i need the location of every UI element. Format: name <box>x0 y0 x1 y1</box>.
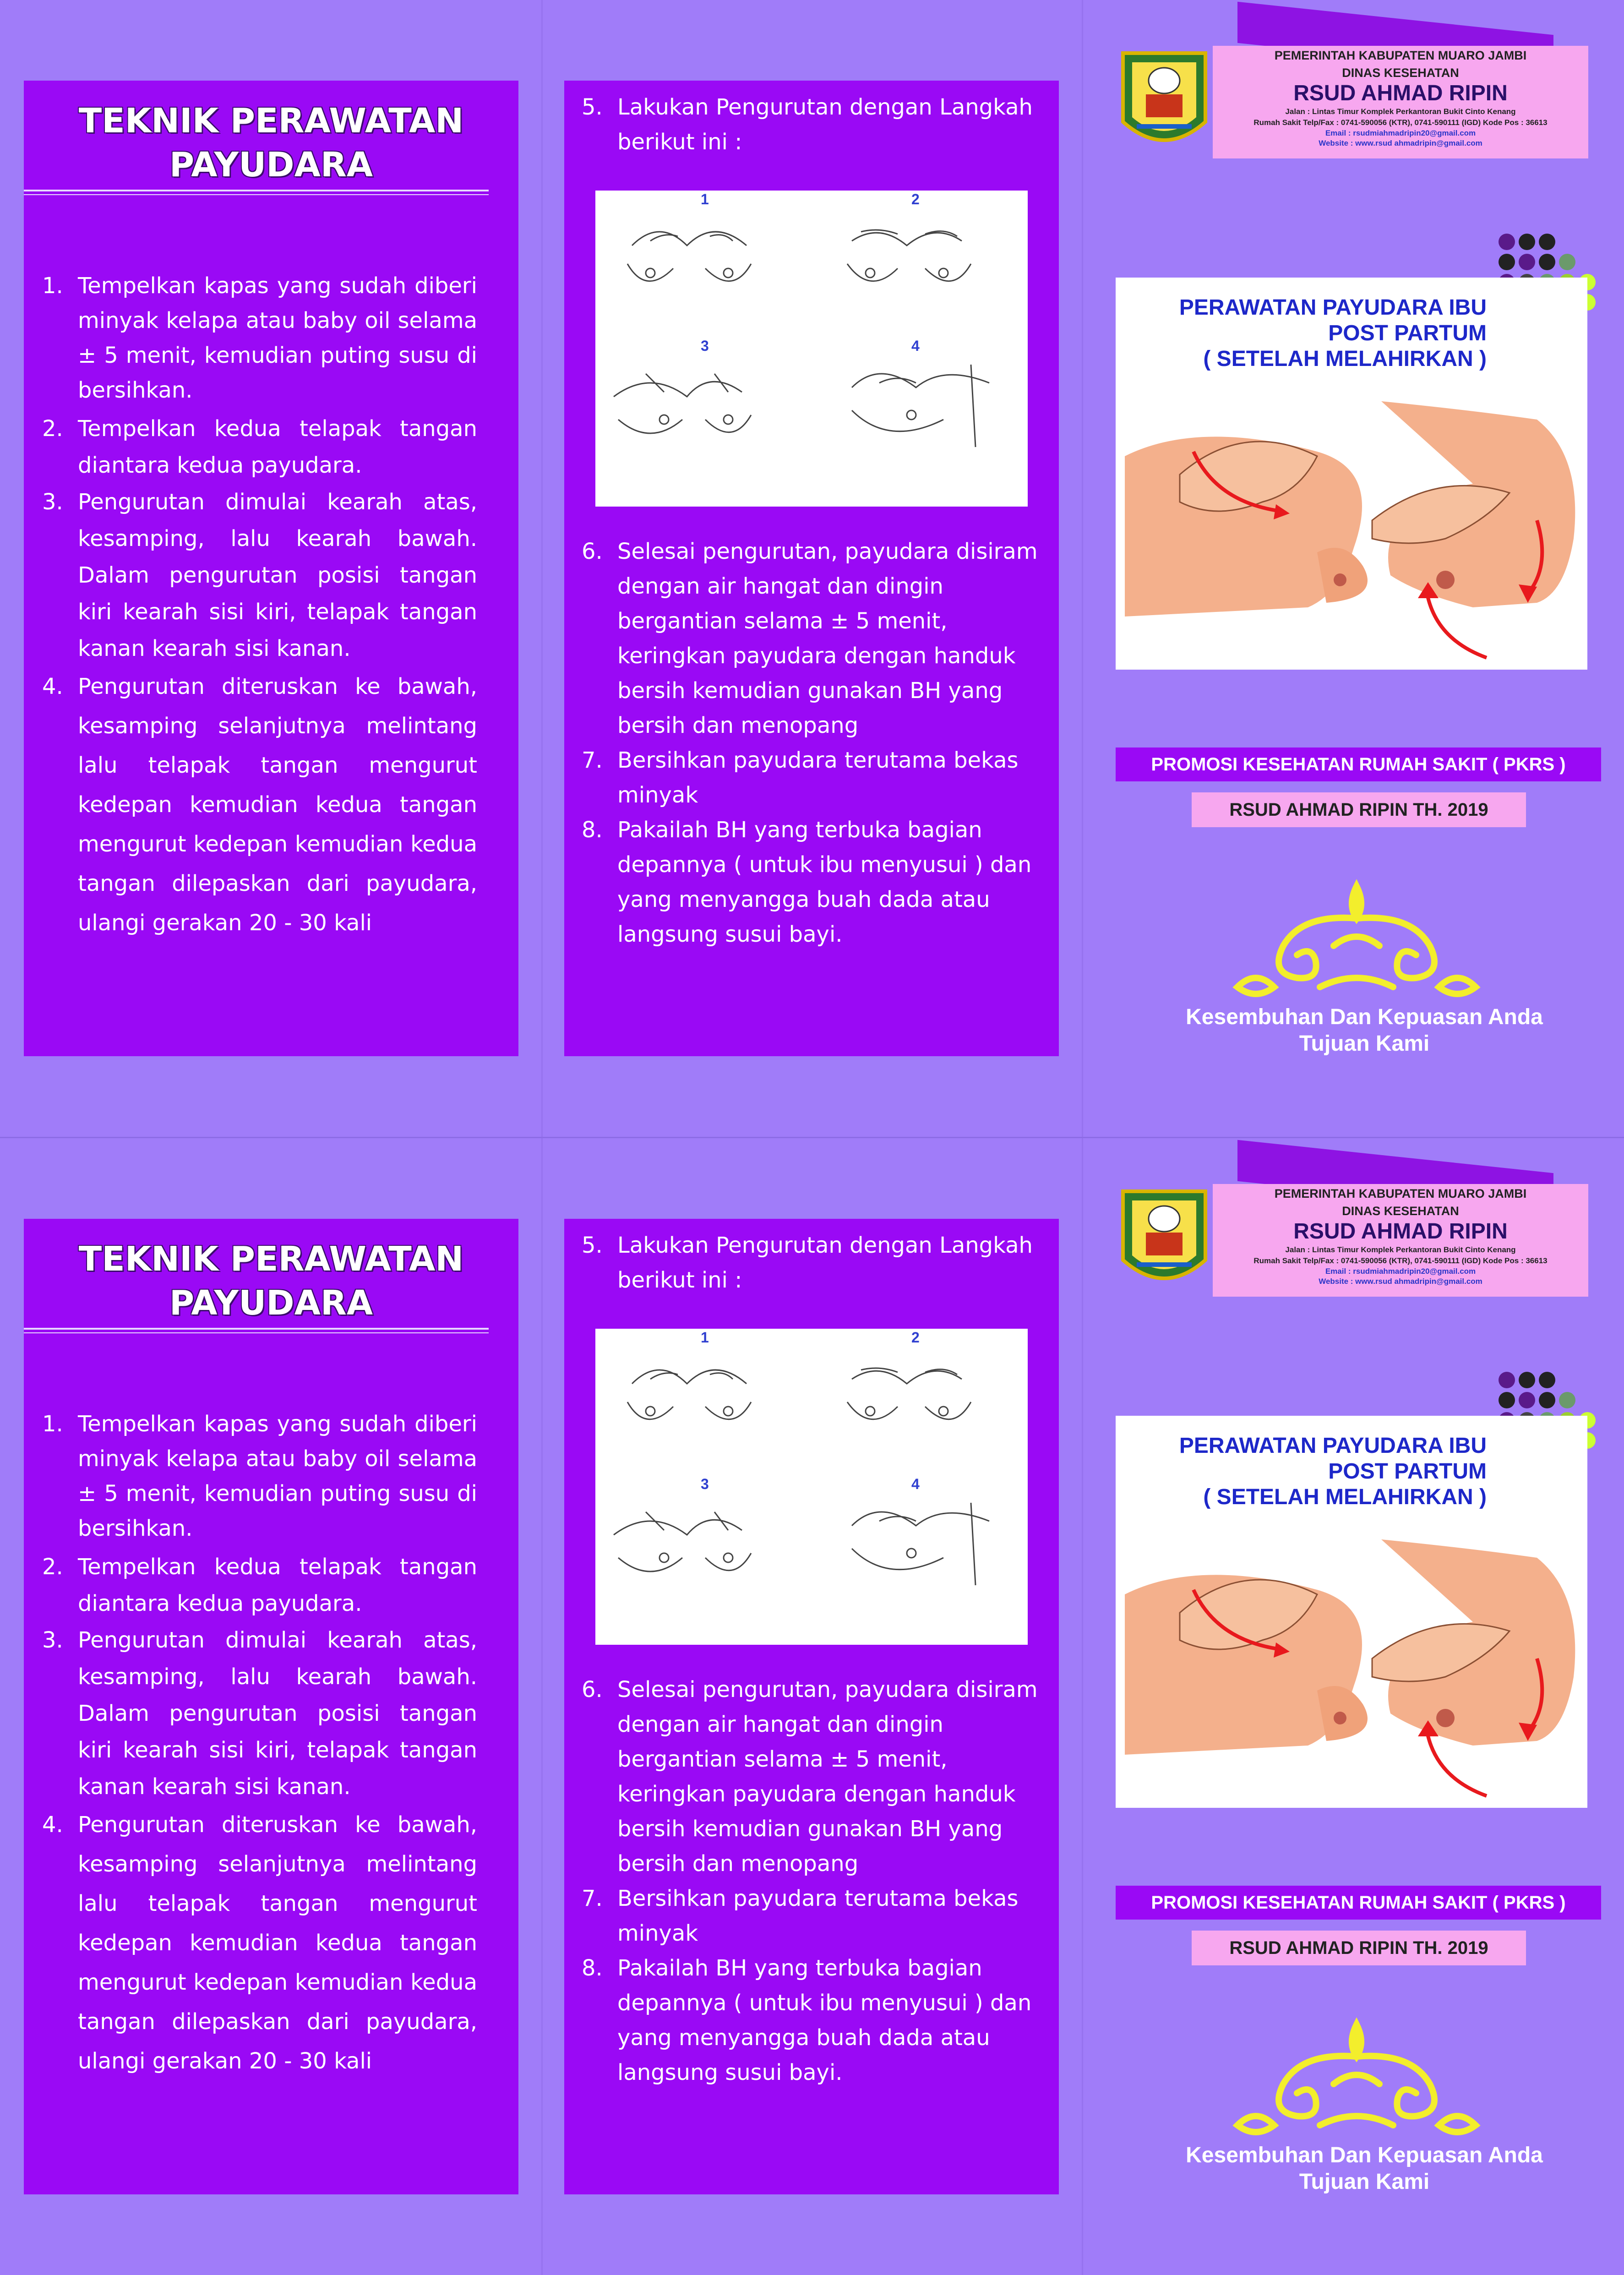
breast-massage-illustration <box>1125 401 1583 667</box>
title-underline <box>24 1328 489 1330</box>
decorative-dot <box>1519 1392 1535 1408</box>
title-underline <box>24 190 489 191</box>
decorative-dot <box>1539 1392 1555 1408</box>
header-government: PEMERINTAH KABUPATEN MUARO JAMBI <box>1274 49 1527 62</box>
panel-title: TEKNIK PERAWATAN PAYUDARA <box>78 101 464 185</box>
steps-list <box>563 1672 1049 2090</box>
year-badge: RSUD AHMAD RIPIN TH. 2019 <box>1192 1931 1526 1965</box>
cover-panel <box>1105 1138 1624 2275</box>
step-item: 3. Pengurutan dimulai kearah atas, kesamping, lalu kearah bawah. Dalam pengurutan posisi tangan kiri kearah sisi kiri, telapak tangan kanan kearah sisi kanan. <box>42 489 477 661</box>
step-item: 5. Lakukan Pengurutan dengan Langkah berikut ini : <box>582 1233 1033 1293</box>
step-item: 8. Pakailah BH yang terbuka bagian depannya ( untuk ibu menyusui ) dan yang menyangga buah dada atau langsung susui bayi. <box>582 1955 1032 2085</box>
instructions-panel-middle <box>564 1219 1059 2194</box>
decorative-dot <box>1519 254 1535 270</box>
fold-line <box>1082 0 1083 1137</box>
figure-label: 4 <box>911 338 920 354</box>
step-item: 3. Pengurutan dimulai kearah atas, kesamping, lalu kearah bawah. Dalam pengurutan posisi tangan kiri kearah sisi kiri, telapak tangan kanan kearah sisi kanan. <box>42 1627 477 1800</box>
brochure-sheet-top <box>0 0 1624 1137</box>
cover-panel <box>1105 0 1624 1137</box>
breast-massage-illustration <box>1125 1539 1583 1805</box>
decorative-dot <box>1539 254 1555 270</box>
step-item: 1. Tempelkan kapas yang sudah diberi minyak kelapa atau baby oil selama ± 5 menit, kemudian puting susu di bersihkan. <box>42 273 477 403</box>
steps-list <box>24 268 477 943</box>
figure-label: 2 <box>911 191 920 207</box>
figure-label: 1 <box>701 1329 709 1346</box>
step-item: 7. Bersihkan payudara terutama bekas minyak <box>582 747 1019 808</box>
step-item: 1. Tempelkan kapas yang sudah diberi minyak kelapa atau baby oil selama ± 5 menit, kemudian puting susu di bersihkan. <box>42 1411 477 1541</box>
step-item: 8. Pakailah BH yang terbuka bagian depannya ( untuk ibu menyusui ) dan yang menyangga buah dada atau langsung susui bayi. <box>582 817 1032 947</box>
figure-label: 3 <box>701 1476 709 1492</box>
decorative-dot <box>1499 1392 1515 1408</box>
regency-logo <box>1118 1182 1210 1297</box>
brochure-sheet-bottom <box>0 1137 1624 2275</box>
decorative-dot <box>1539 234 1555 250</box>
panel-title: TEKNIK PERAWATAN PAYUDARA <box>78 1239 464 1323</box>
hospital-header <box>1213 1184 1588 1297</box>
title-underline <box>24 194 489 195</box>
decorative-dot <box>1499 254 1515 270</box>
decorative-dot <box>1539 1372 1555 1388</box>
decorative-dot <box>1519 234 1535 250</box>
header-website: Website : www.rsud ahmadripin@gmail.com <box>1319 139 1482 147</box>
hospital-name: RSUD AHMAD RIPIN <box>1293 1219 1508 1244</box>
header-phone: Rumah Sakit Telp/Fax : 0741-590056 (KTR), 0741-590111 (IGD) Kode Pos : 36613 <box>1253 1256 1548 1265</box>
steps-list <box>563 1228 1049 1298</box>
tagline: Kesembuhan Dan Kepuasan Anda Tujuan Kami <box>1186 2143 1543 2194</box>
header-department: DINAS KESEHATAN <box>1342 66 1459 80</box>
hospital-header <box>1213 46 1588 158</box>
title-underline <box>24 1332 489 1333</box>
instructions-panel-left <box>24 1219 518 2194</box>
cover-card <box>1116 1416 1587 1808</box>
massage-steps-illustration <box>595 1329 1028 1645</box>
year-badge: RSUD AHMAD RIPIN TH. 2019 <box>1192 792 1526 827</box>
regency-logo <box>1118 44 1210 158</box>
pkrs-badge: PROMOSI KESEHATAN RUMAH SAKIT ( PKRS ) <box>1116 747 1601 781</box>
instructions-panel-left <box>24 81 518 1056</box>
fold-line <box>541 0 543 1137</box>
pkrs-badge: PROMOSI KESEHATAN RUMAH SAKIT ( PKRS ) <box>1116 1886 1601 1920</box>
instructions-panel-middle <box>564 81 1059 1056</box>
header-address: Jalan : Lintas Timur Komplek Perkantoran Bukit Cinto Kenang <box>1285 1245 1516 1254</box>
step-item: 6. Selesai pengurutan, payudara disiram dengan air hangat dan dingin bergantian selama ± 5 menit, keringkan payudara dengan handuk bersih kemudian gunakan BH yang bersih dan menopang <box>582 1677 1038 1877</box>
fold-line <box>1082 1138 1083 2275</box>
figure-label: 1 <box>701 191 709 207</box>
figure-label: 4 <box>911 1476 920 1492</box>
figure-label: 2 <box>911 1329 920 1346</box>
ornament-icon <box>1228 877 1485 1001</box>
step-item: 4. Pengurutan diteruskan ke bawah, kesamping selanjutnya melintang lalu telapak tangan mengurut kedepan kemudian kedua tangan mengurut kedepan kemudian kedua tangan dilepaskan dari payudara, ulangi gerakan 20 - 30 kali <box>42 674 477 936</box>
header-address: Jalan : Lintas Timur Komplek Perkantoran Bukit Cinto Kenang <box>1285 107 1516 116</box>
ornament-icon <box>1228 2015 1485 2139</box>
steps-list <box>563 534 1049 952</box>
step-item: 2. Tempelkan kedua telapak tangan diantara kedua payudara. <box>42 416 477 478</box>
steps-list <box>24 1407 477 2081</box>
cover-title: PERAWATAN PAYUDARA IBU POST PARTUM ( SETELAH MELAHIRKAN ) <box>1179 1434 1487 1509</box>
header-email: Email : rsudmiahmadripin20@gmail.com <box>1325 129 1476 137</box>
decorative-dot <box>1499 1372 1515 1388</box>
decorative-dot <box>1519 1372 1535 1388</box>
step-item: 5. Lakukan Pengurutan dengan Langkah berikut ini : <box>582 94 1033 155</box>
figure-label: 3 <box>701 338 709 354</box>
decorative-dot <box>1499 234 1515 250</box>
step-item: 2. Tempelkan kedua telapak tangan diantara kedua payudara. <box>42 1554 477 1616</box>
decorative-dot <box>1559 254 1575 270</box>
cover-card <box>1116 278 1587 670</box>
sketch-svg <box>595 1329 1028 1645</box>
hospital-name: RSUD AHMAD RIPIN <box>1293 81 1508 105</box>
cover-title: PERAWATAN PAYUDARA IBU POST PARTUM ( SETELAH MELAHIRKAN ) <box>1179 295 1487 371</box>
sketch-svg <box>595 191 1028 507</box>
massage-steps-illustration <box>595 191 1028 507</box>
step-item: 6. Selesai pengurutan, payudara disiram dengan air hangat dan dingin bergantian selama ± 5 menit, keringkan payudara dengan handuk bersih kemudian gunakan BH yang bersih dan menopang <box>582 539 1038 738</box>
header-phone: Rumah Sakit Telp/Fax : 0741-590056 (KTR), 0741-590111 (IGD) Kode Pos : 36613 <box>1253 118 1548 127</box>
fold-line <box>541 1138 543 2275</box>
header-department: DINAS KESEHATAN <box>1342 1204 1459 1218</box>
steps-list <box>563 90 1049 159</box>
header-government: PEMERINTAH KABUPATEN MUARO JAMBI <box>1274 1187 1527 1200</box>
header-email: Email : rsudmiahmadripin20@gmail.com <box>1325 1267 1476 1276</box>
step-item: 4. Pengurutan diteruskan ke bawah, kesamping selanjutnya melintang lalu telapak tangan mengurut kedepan kemudian kedua tangan mengurut kedepan kemudian kedua tangan dilepaskan dari payudara, ulangi gerakan 20 - 30 kali <box>42 1812 477 2074</box>
decorative-dot <box>1559 1392 1575 1408</box>
header-website: Website : www.rsud ahmadripin@gmail.com <box>1319 1277 1482 1286</box>
step-item: 7. Bersihkan payudara terutama bekas minyak <box>582 1886 1019 1946</box>
tagline: Kesembuhan Dan Kepuasan Anda Tujuan Kami <box>1186 1005 1543 1056</box>
